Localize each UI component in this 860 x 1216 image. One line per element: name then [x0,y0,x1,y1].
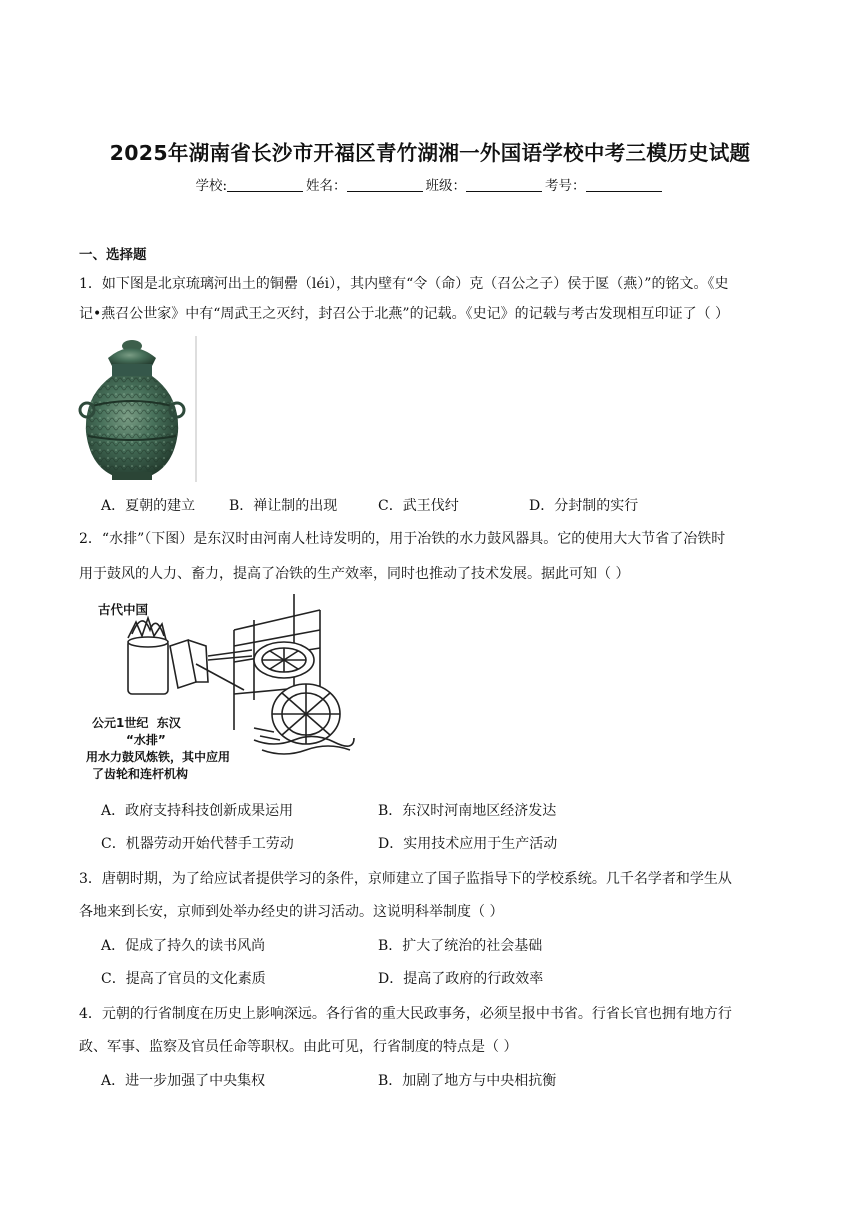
question-3-option-a[interactable]: A．促成了持久的读书风尚 [101,938,266,954]
question-2-line-1: 2．“水排”（下图）是东汉时由河南人杜诗发明的，用于冶铁的水力鼓风器具。它的使用大大节省了冶铁时 [79,531,726,547]
figure-caption-desc-2: 了齿轮和连杆机构 [92,767,189,781]
question-1-option-d[interactable]: D．分封制的实行 [529,498,639,514]
class-blank[interactable] [466,177,542,192]
question-3-option-d[interactable]: D．提高了政府的行政效率 [378,971,544,987]
question-1-line-1: 1．如下图是北京琉璃河出土的铜罍（léi），其内壁有“令（命）克（召公之子）侯于匽（燕）”的铭文。《史 [79,276,729,292]
class-label: 班级： [425,178,467,194]
question-4-option-b[interactable]: B．加剧了地方与中央相抗衡 [378,1073,557,1089]
question-3-line-2: 各地来到长安，京师到处举办经史的讲习活动。这说明科举制度（ ） [79,904,504,920]
question-3-option-c[interactable]: C．提高了官员的文化素质 [101,971,266,987]
shuipai-illustration [84,590,356,790]
question-4-option-a[interactable]: A．进一步加强了中央集权 [101,1073,266,1089]
school-blank[interactable] [227,177,303,192]
question-1-option-b[interactable]: B．禅让制的出现 [229,498,338,514]
number-label: 考号： [545,178,586,194]
figure-caption-desc-1: 用水力鼓风炼铁，其中应用 [86,750,231,764]
question-2-option-c[interactable]: C．机器劳动开始代替手工劳动 [101,836,294,852]
school-label: 学校: [195,178,228,194]
question-3-option-b[interactable]: B．扩大了统治的社会基础 [378,938,543,954]
question-1-option-a[interactable]: A．夏朝的建立 [101,498,196,514]
figure-caption-top: 古代中国 [98,602,149,617]
question-2-line-2: 用于鼓风的人力、畜力，提高了冶铁的生产效率，同时也推动了技术发展。据此可知（ ） [79,566,630,582]
number-blank[interactable] [586,177,662,192]
figure-caption-era: 公元1世纪 东汉 [92,716,181,730]
question-4-line-2: 政、军事、监察及官员任命等职权。由此可见，行省制度的特点是（ ） [79,1039,518,1055]
bronze-lei-vessel-image [78,336,200,482]
question-2-option-a[interactable]: A．政府支持科技创新成果运用 [101,803,294,819]
student-info-line [0,174,860,194]
question-3-line-1: 3．唐朝时期，为了给应试者提供学习的条件，京师建立了国子监指导下的学校系统。几千名学者和学生从 [79,871,732,887]
question-4-line-1: 4．元朝的行省制度在历史上影响深远。各行省的重大民政事务，必须呈报中书省。行省长官也拥有地方行 [79,1006,732,1022]
name-blank[interactable] [347,177,423,192]
question-1-option-c[interactable]: C．武王伐纣 [378,498,459,514]
question-2-option-b[interactable]: B．东汉时河南地区经济发达 [378,803,557,819]
section-heading: 一、选择题 [79,247,147,263]
figure-caption-name: “水排” [126,733,166,747]
exam-title: 2025年湖南省长沙市开福区青竹湖湘一外国语学校中考三模历史试题 [109,141,751,165]
question-1-line-2: 记•燕召公世家》中有“周武王之灭纣，封召公于北燕”的记载。《史记》的记载与考古发现相互印证了（ ） [79,306,730,322]
name-label: 姓名： [306,178,347,194]
question-2-option-d[interactable]: D．实用技术应用于生产活动 [378,836,558,852]
